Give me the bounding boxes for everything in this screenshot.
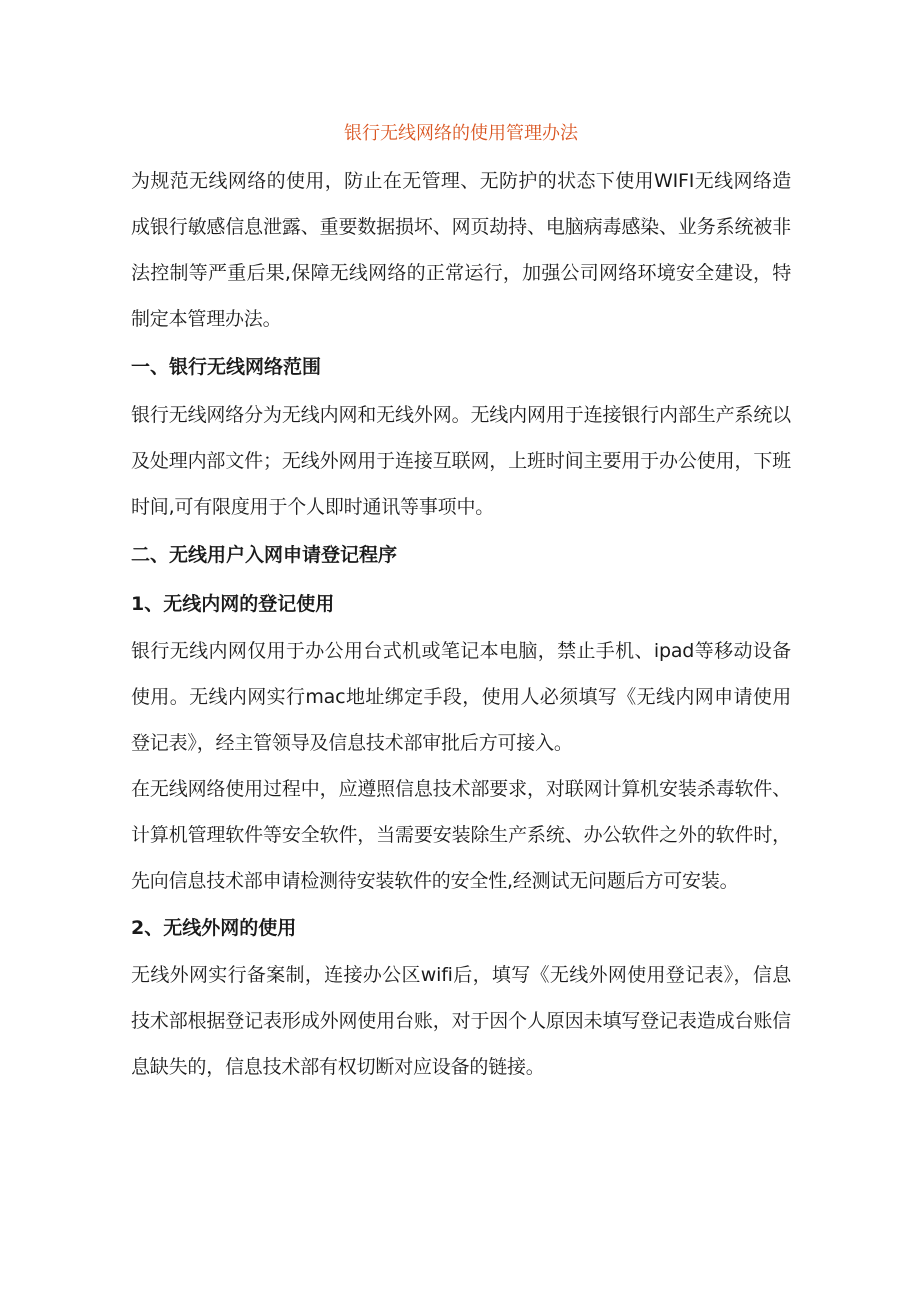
section-1-heading: 一、银行无线网络范围 [131, 356, 322, 378]
subsection-1-paragraph-2: 在无线网络使用过程中，应遵照信息技术部要求，对联网计算机安装杀毒软件、计算机管理软件等安全软件，当需要安装除生产系统、办公软件之外的软件时，先向信息技术部申请检测待安装软件的安全性,经测试无问题后方可安装。 [131, 778, 791, 892]
subsection-2-paragraph-1: 无线外网实行备案制，连接办公区wifi后，填写《无线外网使用登记表》，信息技术部根据登记表形成外网使用台账，对于因个人原因未填写登记表造成台账信息缺失的，信息技术部有权切断对应设备的链接。 [131, 964, 791, 1078]
subsection-1-paragraph-1: 银行无线内网仅用于办公用台式机或笔记本电脑，禁止手机、ipad等移动设备使用。无线内网实行mac地址绑定手段，使用人必须填写《无线内网申请使用登记表》，经主管领导及信息技术部审批后方可接入。 [131, 640, 791, 754]
section-2-heading: 二、无线用户入网申请登记程序 [131, 544, 398, 566]
intro-paragraph: 为规范无线网络的使用，防止在无管理、无防护的状态下使用WIFI无线网络造成银行敏感信息泄露、重要数据损坏、网页劫持、电脑病毒感染、业务系统被非法控制等严重后果,保障无线网络的正常运行，加强公司网络环境安全建设，特制定本管理办法。 [131, 170, 791, 330]
document-page [131, 112, 791, 1090]
section-1-paragraph: 银行无线网络分为无线内网和无线外网。无线内网用于连接银行内部生产系统以及处理内部文件；无线外网用于连接互联网，上班时间主要用于办公使用，下班时间,可有限度用于个人即时通讯等事项中。 [131, 404, 791, 518]
document-title: 银行无线网络的使用管理办法 [344, 123, 578, 144]
subsection-1-heading: 1、无线内网的登记使用 [131, 593, 335, 615]
subsection-2-heading: 2、无线外网的使用 [131, 917, 297, 939]
